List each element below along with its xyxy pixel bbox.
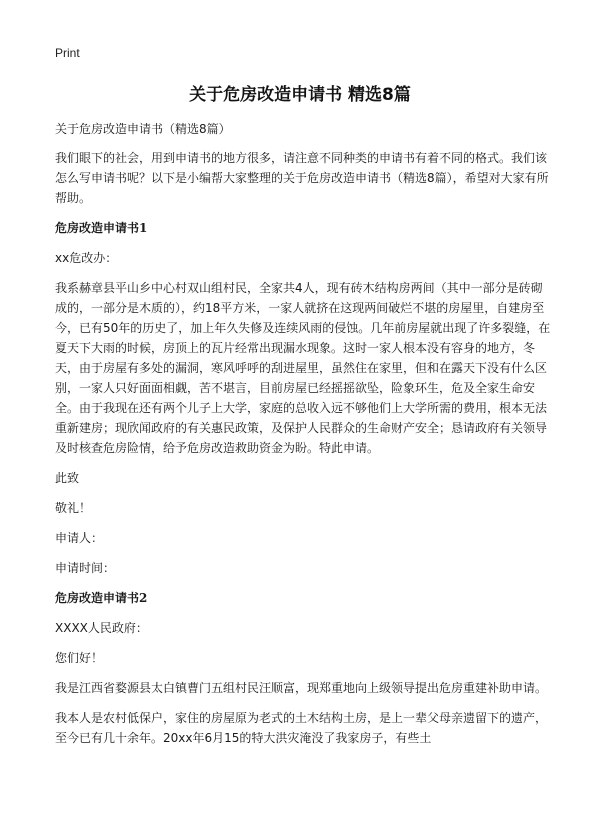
letter1-heading: 危房改造申请书1 xyxy=(55,221,148,235)
letter2-paragraph-1: 我是江西省婺源县太白镇曹门五组村民汪顺富，现郑重地向上级领导提出危房重建补助申请。 xyxy=(55,681,548,695)
letter2-paragraph-2: 我本人是农村低保户，家住的房屋原为老式的土木结构土房，是上一辈父母亲遗留下的遗产，至今已有几十余年。20xx年6月15的特大洪灾淹没了我家房子，有些土 xyxy=(55,711,548,745)
letter2-heading: 危房改造申请书2 xyxy=(55,591,148,605)
print-link[interactable]: Print xyxy=(55,46,80,60)
letter1-salutation: xx危改办： xyxy=(55,251,118,265)
letter1-applicant: 申请人： xyxy=(55,531,104,545)
letter1-closing-2: 敬礼！ xyxy=(55,501,92,515)
letter1-closing-1: 此致 xyxy=(55,471,80,485)
document-title: 关于危房改造申请书 精选8篇 xyxy=(189,85,411,105)
letter2-salutation: XXXX人民政府： xyxy=(55,621,148,635)
letter1-body: 我系赫章县平山乡中心村双山组村民，全家共4人，现有砖木结构房两间（其中一部分是砖砌成的，一部分是木质的），约18平方米，一家人就挤在这现两间破烂不堪的房屋里，自建房至今，已有50年的历史了，加上年久失修及连续风雨的侵蚀。几年前房屋就出现了许多裂缝，在夏天下大雨的时候，房顶上的瓦片经常出现漏水现象。这时一家人根本没有容身的地方，冬天，由于房屋有多处的漏洞，寒风呼呼的刮进屋里，虽然住在家里，但和在露天下没有什么区别，一家人只好面面相觑，苦不堪言，目前房屋已经摇摇欲坠，险象环生，危及全家生命安全。由于我现在还有两个儿子上大学，家庭的总收入远不够他们上大学所需的费用，根本无法重新建房；现欣闻政府的有关惠民政策，及保护人民群众的生命财产安全；恳请政府有关领导及时核查危房险情，给予危房改造救助资金为盼。特此申请。 xyxy=(55,281,551,455)
document-subtitle: 关于危房改造申请书（精选8篇） xyxy=(55,122,231,136)
document-body xyxy=(55,119,553,758)
intro-paragraph: 我们眼下的社会，用到申请书的地方很多，请注意不同种类的申请书有着不同的格式。我们该怎么写申请书呢？以下是小编帮大家整理的关于危房改造申请书（精选8篇），希望对大家有所帮助。 xyxy=(55,151,549,205)
letter1-date: 申请时间： xyxy=(55,561,116,575)
letter2-greeting: 您们好！ xyxy=(55,651,104,665)
